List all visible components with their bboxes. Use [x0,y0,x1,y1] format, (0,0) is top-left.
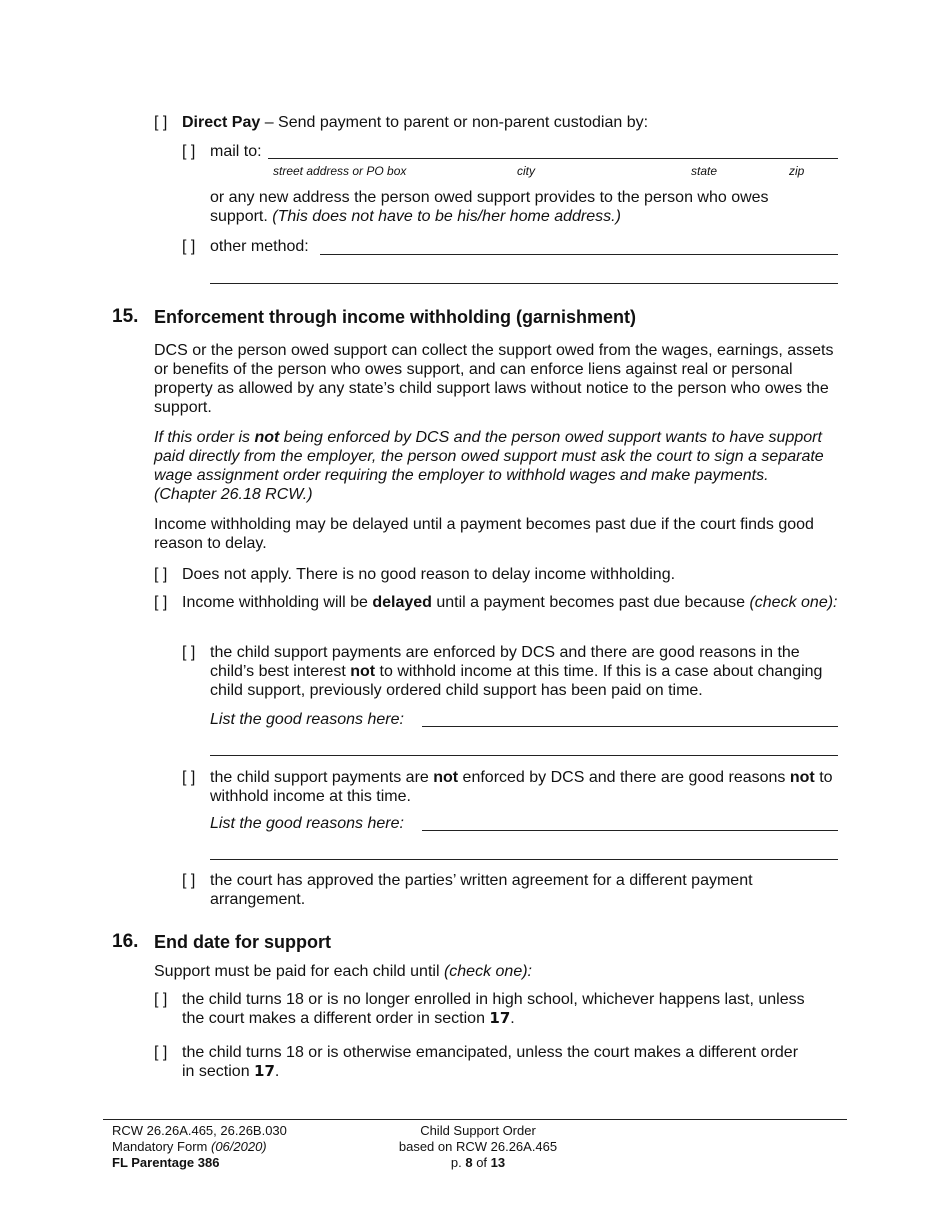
sub2-not-2: not [789,769,815,786]
city-caption: city [517,164,535,178]
court-approved-option: the court has approved the parties’ written agreement for a different payment arrangement. [210,872,753,908]
mail-to-label: mail to: [210,143,262,160]
state-caption: state [691,164,718,178]
no-delay-option: Does not apply. There is no good reason to delay income withholding. [182,566,676,583]
section-16-intro [154,962,532,981]
direct-pay-option [182,113,648,132]
direct-pay-checkbox[interactable]: [ ] [154,114,168,131]
address-note-italic: (This does not have to be his/her home address.) [272,208,621,225]
reasons-line-1b[interactable] [210,755,838,756]
footer-page-number [378,1155,578,1171]
footer-doc-basis: based on RCW 26.26A.465 [398,1139,558,1154]
intro-check-one: (check one): [443,963,532,980]
list-reasons-label-1: List the good reasons here: [210,711,404,728]
reasons-line-2b[interactable] [210,859,838,860]
no-delay-checkbox[interactable]: [ ] [154,566,168,583]
mail-to-checkbox[interactable]: [ ] [182,143,196,160]
section-15-para2 [154,428,830,504]
reasons-line-2a[interactable] [422,830,838,831]
page-prefix: p. [450,1155,466,1170]
emancipated-option [182,1043,812,1081]
delayed-checkbox[interactable]: [ ] [154,594,168,611]
court-approved-checkbox[interactable]: [ ] [182,872,196,889]
sub1-not: not [350,663,376,680]
opt2-a: the child turns 18 or is otherwise emancipated, unless the court makes a different order in section [182,1044,799,1080]
direct-pay-label: Direct Pay [182,114,261,131]
address-note-text: or any new address the person owed support provides to the person who owes support. [210,189,769,225]
high-school-checkbox[interactable]: [ ] [154,991,168,1008]
sub1-c: to withhold income at this time. If this is a case about changing child support, previously ordered child support has been paid on time. [210,663,823,699]
footer-doc-title: Child Support Order [420,1123,536,1138]
emancipated-checkbox[interactable]: [ ] [154,1044,168,1061]
page-total: 13 [490,1155,506,1170]
sub2-c: enforced by DCS and there are good reasons [458,769,790,786]
sub2-a: the child support payments are [210,769,434,786]
footer-form-id: FL Parentage 386 [112,1155,220,1170]
other-method-line-2[interactable] [210,283,838,284]
delayed-check-one: (check one): [749,594,838,611]
opt1-a: the child turns 18 or is no longer enrolled in high school, whichever happens last, unless the court makes a different order in section [182,991,805,1027]
footer-form-label: Mandatory Form [112,1139,211,1154]
section-16-title: End date for support [154,932,331,952]
footer-center [378,1123,578,1171]
section-15-para1: DCS or the person owed support can collect the support owed from the wages, earnings, assets or benefits of the person who owes support, and can enforce liens against real or personal property as allowed by any state’s child support laws without notice to the person who owes the support. [154,342,834,416]
para2-not: not [254,429,280,446]
footer-rule [103,1119,847,1120]
para2-c: being enforced by DCS and the person owed support wants to have support paid directly from the employer, the person owed support must ask the court to sign a separate wage assignment order requiring the employer to withhold wages and make payments. (Chapter 26.18 RCW.) [154,429,824,503]
opt1-section-ref: 17 [489,1009,511,1027]
direct-pay-text: – Send payment to parent or non-parent custodian by: [260,114,649,131]
address-note [210,188,830,226]
footer-left [112,1123,287,1171]
other-method-line[interactable] [320,254,838,255]
footer-mandatory-form [112,1139,287,1155]
zip-caption: zip [789,164,805,178]
not-dcs-checkbox[interactable]: [ ] [182,769,196,786]
opt2-section-ref: 17 [254,1062,275,1080]
page-of: of [472,1155,491,1170]
delayed-option [182,593,846,612]
sub2-not-1: not [433,769,459,786]
reasons-line-1a[interactable] [422,726,838,727]
opt1-period: . [510,1010,515,1027]
section-16-number: 16. [112,931,139,952]
para2-a: If this order is [154,429,255,446]
section-15-title: Enforcement through income withholding (garnishment) [154,307,636,327]
high-school-option [182,990,812,1028]
dcs-enforced-option [210,643,846,700]
delayed-c: until a payment becomes past due because [431,594,750,611]
section-15-number: 15. [112,306,139,327]
list-reasons-label-2: List the good reasons here: [210,815,404,832]
not-dcs-option [210,768,840,806]
page-current: 8 [465,1155,473,1170]
mail-address-line[interactable] [268,158,838,159]
other-method-checkbox[interactable]: [ ] [182,238,196,255]
section-15-para3: Income withholding may be delayed until a payment becomes past due if the court finds good reason to delay. [154,516,814,552]
footer-rcw: RCW 26.26A.465, 26.26B.030 [112,1123,287,1138]
intro-a: Support must be paid for each child until [154,963,444,980]
footer-form-date: (06/2020) [210,1139,267,1154]
sub2-e: to withhold income at this time. [210,769,833,805]
delayed-a: Income withholding will be [182,594,373,611]
dcs-enforced-checkbox[interactable]: [ ] [182,644,196,661]
street-caption: street address or PO box [273,164,407,178]
other-method-label: other method: [210,238,309,255]
delayed-bold: delayed [372,594,432,611]
opt2-period: . [274,1063,280,1080]
sub1-a: the child support payments are enforced by DCS and there are good reasons in the child’s best interest [210,644,800,680]
